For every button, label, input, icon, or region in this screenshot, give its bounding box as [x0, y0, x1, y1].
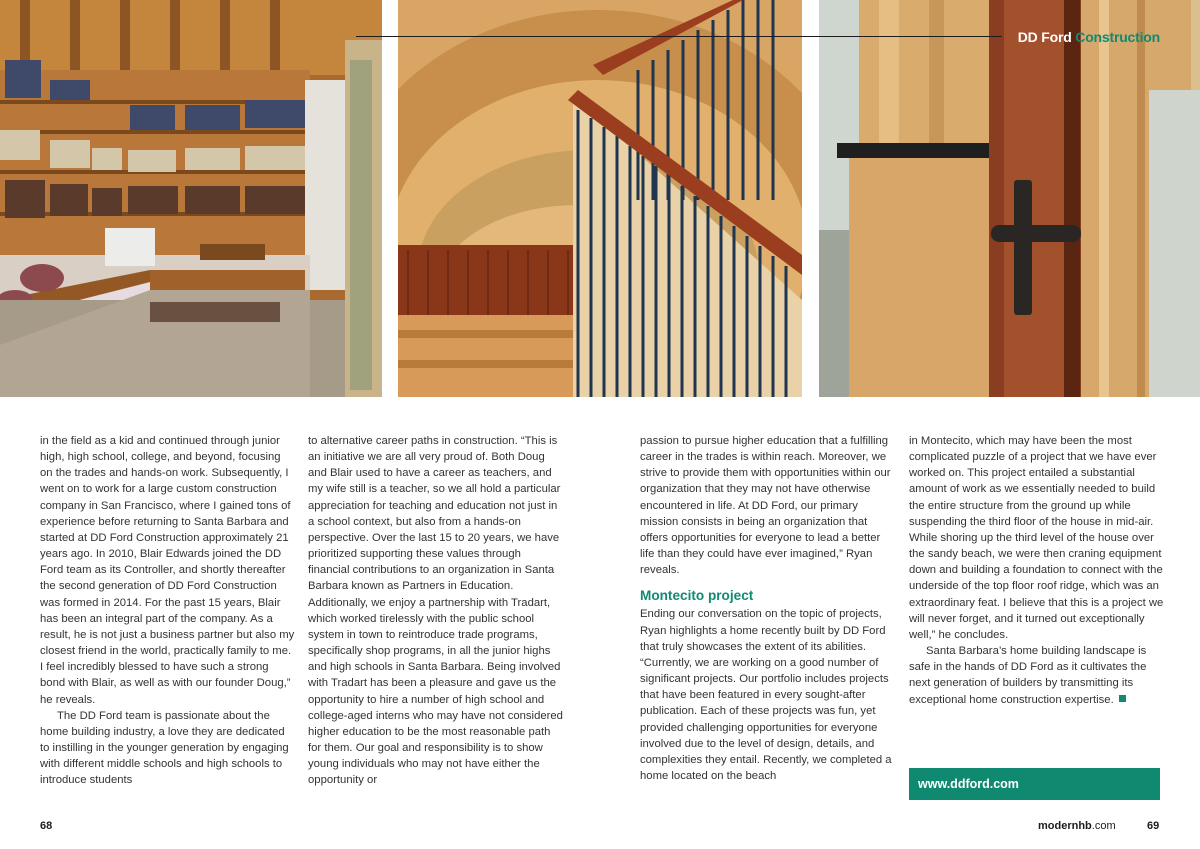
staircase-photo	[398, 0, 802, 397]
page-number-right: 69	[1147, 820, 1160, 832]
col4-paragraph-2-text: Santa Barbara’s home building landscape is safe in the hands of DD Ford as it cultivates the next generation of builders by transmitting its exceptional home construction expertise.	[909, 645, 1147, 706]
end-mark-icon	[1119, 695, 1126, 702]
brand-header	[1018, 29, 1160, 45]
brand-accent: Construction	[1075, 29, 1160, 45]
door-photo	[819, 0, 1200, 397]
site-name-suffix: .com	[1091, 820, 1116, 832]
column-1	[40, 433, 296, 788]
header-rule	[356, 36, 1002, 37]
column-3	[640, 433, 896, 784]
col4-paragraph-1: in Montecito, which may have been the most complicated puzzle of a project that we have ever worked on. This project entailed a substantial amount of work as we essentially needed to build the entire structure from the ground up while suspending the third floor of the house in mid-air. While shoring up the third level of the house over the sandy beach, we were then craning equipment down and building a foundation to connect with the underside of the top floor roof ridge, which was an extraordinary feat. I believe that this is a project we will never forget, and it turned out exceptionally well,” he concludes.	[909, 435, 1164, 641]
section-subhead: Montecito project	[640, 588, 754, 604]
col3-paragraph-1: passion to pursue higher education that a fulfilling career in the trades is within reach. Moreover, we strive to provide them with opportunities within our organization that they may not have otherwise encountered in life. At DD Ford, our primary mission consists in being an organization that offers opportunities for everyone to lead a better life than they could have ever imagined,” Ryan reveals.	[640, 435, 891, 577]
col4-paragraph-2	[909, 643, 1165, 708]
col1-paragraph-1: in the field as a kid and continued through junior high, high school, college, and beyond, focusing on the trades and hands-on work. Subsequently, I went on to work for a large custom construction company in San Francisco, where I gained tons of experience before returning to Santa Barbara and started at DD Ford Construction approximately 21 years ago. In 2010, Blair Edwards joined the DD Ford team as its Controller, and shortly thereafter the second generation of DD Ford Construction was formed in 2014. For the past 15 years, Blair has been an integral part of the company. As a result, he is not just a business partner but also my closest friend in the world, practically family to me. I feel incredibly blessed to have such a strong bond with Blair, as well as with our founder Doug,” he reveals.	[40, 435, 295, 706]
site-name-bold: modernhb	[1038, 820, 1092, 832]
library-photo	[0, 0, 382, 397]
site-name	[1038, 820, 1116, 832]
column-4	[909, 433, 1165, 708]
col1-paragraph-2: The DD Ford team is passionate about the home building industry, a love they are dedicated to instilling in the younger generation by engaging with different middle schools and high schools to introduce students	[40, 709, 289, 787]
brand-name: DD Ford	[1017, 29, 1076, 45]
column-2	[308, 433, 564, 788]
page-number-left: 68	[40, 820, 53, 832]
col3-paragraph-2: Ending our conversation on the topic of projects, Ryan highlights a home recently built by DD Ford that truly showcases the extent of its abilities. “Currently, we are working on a good number of significant projects. Our portfolio includes projects that have been featured in every sought-after publication. Each of these projects was fun, yet provided challenging opportunities for everyone involved due to the level of design, details, and complexities they entail. Recently, we completed a home located on the beach	[640, 608, 892, 782]
col2-paragraph-1: to alternative career paths in construction. “This is an initiative we are all very proud of. Both Doug and Blair used to have a career as teachers, and my wife still is a teacher, so we all hold a particular appreciation for teaching and education not just in a school context, but also from a hands-on perspective. Over the last 15 to 20 years, we have prioritized supporting these values through financial contributions to an organization in Santa Barbara known as Partners in Education. Additionally, we enjoy a partnership with Tradart, which worked tirelessly with the public school system in town to reintroduce trade programs, specifically shop programs, in all the junior highs and high schools in Santa Barbara. Being involved with Tradart has been a pleasure and gave us the opportunity to hire a number of high school and college-aged interns who may have not considered higher education to be the most reasonable path for them. Our goal and responsibility is to show young individuals who may not have either the opportunity or	[308, 435, 563, 787]
website-link[interactable]: www.ddford.com	[909, 768, 1160, 800]
